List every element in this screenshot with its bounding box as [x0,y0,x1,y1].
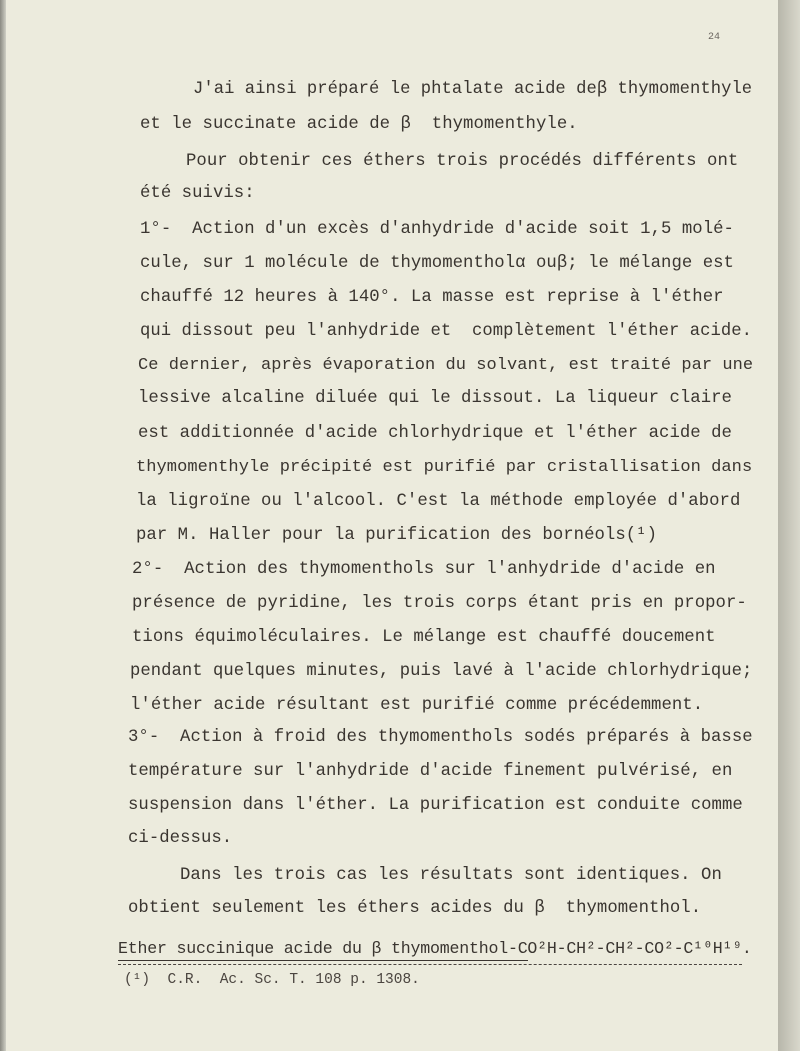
text-line: 1°- Action d'un excès d'anhydride d'acide soit 1,5 molé- [140,220,734,239]
text-line: 2°- Action des thymomenthols sur l'anhydride d'acide en [132,560,716,579]
text-line: lessive alcaline diluée qui le dissout. La liqueur claire [138,389,732,408]
text-line: suspension dans l'éther. La purification est conduite comme [128,796,743,815]
text-line: J'ai ainsi préparé le phtalate acide deβ thymomenthyle [193,80,753,99]
text-line: qui dissout peu l'anhydride et complètement l'éther acide. [140,322,753,341]
text-line: 3°- Action à froid des thymomenthols sodés préparés à basse [128,728,753,747]
footnote: (¹) C.R. Ac. Sc. T. 108 p. 1308. [124,972,420,988]
page-number: 24 [708,32,721,43]
text-line: Dans les trois cas les résultats sont identiques. On [180,866,722,885]
text-line: ci-dessus. [128,829,233,848]
text-line: température sur l'anhydride d'acide finement pulvérisé, en [128,762,733,781]
text-line: Pour obtenir ces éthers trois procédés différents ont [186,152,739,171]
text-line: présence de pyridine, les trois corps étant pris en propor- [132,594,747,613]
text-line: tions équimoléculaires. Le mélange est chauffé doucement [132,628,716,647]
text-line: été suivis: [140,184,255,203]
text-line: pendant quelques minutes, puis lavé à l'acide chlorhydrique; [130,662,753,681]
text-line: et le succinate acide de β thymomenthyle. [140,115,578,134]
text-line: est additionnée d'acide chlorhydrique et l'éther acide de [138,424,732,443]
text-line: l'éther acide résultant est purifié comme précédemment. [130,696,704,715]
page-edge [778,0,800,1051]
text-line: Ce dernier, après évaporation du solvant, est traité par une [138,356,754,375]
text-line: chauffé 12 heures à 140°. La masse est reprise à l'éther [140,288,724,307]
heading-underline [118,960,528,961]
footnote-separator [118,964,742,965]
section-heading: Ether succinique acide du β thymomenthol-CO²H-CH²-CH²-CO²-C¹⁰H¹⁹. [118,939,752,958]
text-line: par M. Haller pour la purification des bornéols(¹) [136,526,658,545]
text-line: la ligroïne ou l'alcool. C'est la méthode employée d'abord [136,492,741,511]
text-line: cule, sur 1 molécule de thymomentholα ouβ; le mélange est [140,254,734,273]
text-line: thymomenthyle précipité est purifié par cristallisation dans [136,458,753,477]
text-line: obtient seulement les éthers acides du β thymomenthol. [128,899,702,918]
